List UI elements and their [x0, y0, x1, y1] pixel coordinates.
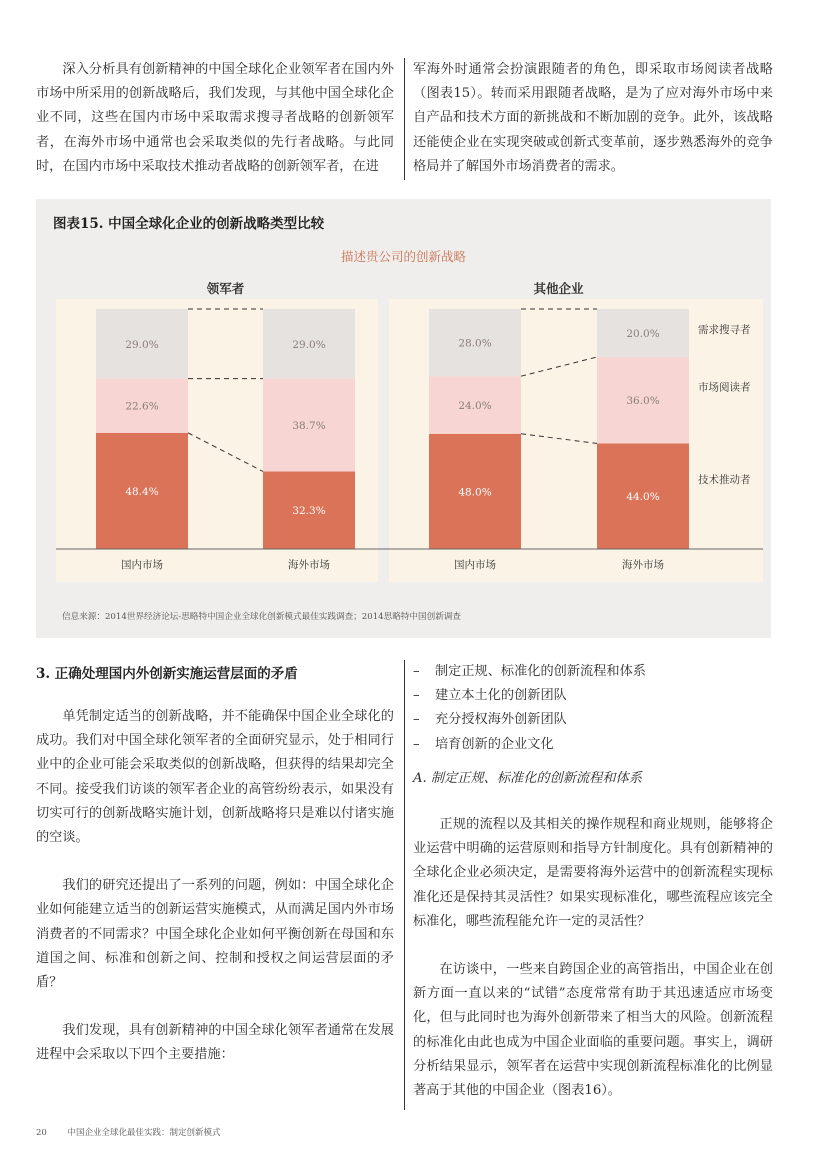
list-item — [413, 660, 773, 684]
body-paragraph: 在访谈中，一些来自跨国企业的高管指出，中国企业在创新方面一直以来的“试错”态度常常有助于其迅速适应市场变化，但与此同时也为海外创新带来了相当大的风险。创新流程的标准化由此也成为中国企业面临的重要问题。事实上，调研分析结果显示，领军者在运营中实现创新流程标准化的比例显著高于其他的中国企业（图表16）。 — [413, 962, 773, 1099]
intro-paragraph-left: 深入分析具有创新精神的中国全球化企业领军者在国内外市场中所采用的创新战略后，我们发现，与其他中国全球化企业不同，这些在国内市场中采取需求搜寻者战略的创新领军者，在海外市场中通常也会采取类似的先行者战略。与此同时，在国内市场中采取技术推动者战略的创新领军者，在进 — [36, 62, 394, 174]
data-label: 48.4% — [125, 485, 159, 498]
data-label: 32.3% — [292, 505, 326, 518]
figure-subtitle: 描述贵公司的创新战略 — [340, 249, 466, 264]
list-item — [413, 733, 773, 757]
figure-15 — [36, 199, 771, 638]
bullet-dash: – — [413, 712, 420, 728]
intro-paragraph-right: 军海外时通常会扮演跟随者的角色，即采取市场阅读者战略（图表15）。转而采用跟随者战略，是为了应对海外市场中来自产品和技术方面的新挑战和不断加剧的竞争。此外，该战略还能使企业在实现突破或创新式变革前，逐步熟悉海外的竞争格局并了解国外市场消费者的需求。 — [413, 62, 773, 174]
data-label: 38.7% — [292, 420, 326, 433]
section-heading: 3. 正确处理国内外创新实施运营层面的矛盾 — [36, 666, 298, 682]
data-label: 28.0% — [458, 337, 492, 350]
stacked-bar-chart — [36, 299, 771, 589]
data-label: 44.0% — [626, 491, 660, 504]
sub-heading: A. 制定正规、标准化的创新流程和体系 — [413, 770, 642, 786]
list-item — [413, 708, 773, 732]
bullet-text: 制定正规、标准化的创新流程和体系 — [435, 664, 646, 679]
data-label: 29.0% — [125, 338, 159, 351]
page-footer — [36, 1126, 239, 1138]
panel-title-others: 其他企业 — [533, 281, 584, 296]
bullet-dash: – — [413, 688, 420, 704]
bullet-text: 培育创新的企业文化 — [435, 736, 554, 752]
legend-label: 需求搜寻者 — [698, 324, 751, 336]
data-label: 29.0% — [292, 338, 326, 351]
panel-title-leaders: 领军者 — [206, 281, 245, 296]
category-label: 海外市场 — [288, 559, 330, 571]
body-paragraph: 我们发现，具有创新精神的中国全球化领军者通常在发展进程中会采取以下四个主要措施： — [36, 1023, 394, 1063]
figure-source: 信息来源：2014世界经济论坛-思略特中国企业全球化创新模式最佳实践调查；2014思略特中国创新调查 — [62, 612, 461, 622]
data-label: 36.0% — [626, 395, 660, 408]
data-label: 24.0% — [458, 400, 492, 412]
bullet-dash: – — [413, 664, 420, 679]
category-label: 海外市场 — [622, 559, 664, 571]
category-label: 国内市场 — [454, 559, 496, 571]
legend-label: 市场阅读者 — [698, 381, 751, 394]
column-divider-bottom — [404, 660, 405, 1110]
category-label: 国内市场 — [121, 559, 163, 571]
bullet-dash: – — [413, 736, 420, 752]
publication-title: 中国企业全球化最佳实践：制定创新模式 — [67, 1128, 221, 1138]
data-label: 22.6% — [125, 400, 159, 413]
page-number: 20 — [36, 1128, 47, 1138]
data-label: 20.0% — [626, 328, 660, 340]
legend-label: 技术推动者 — [698, 473, 751, 486]
data-label: 48.0% — [458, 486, 492, 499]
bullet-text: 建立本土化的创新团队 — [435, 688, 567, 704]
list-item — [413, 684, 773, 708]
figure-title: 图表15. 中国全球化企业的创新战略类型比较 — [53, 216, 325, 232]
section-left-column — [36, 705, 394, 1092]
body-paragraph: 正规的流程以及其相关的操作规程和商业规则，能够将企业运营中明确的运营原则和指导方针制度化。具有创新精神的全球化企业必须决定，是需要将海外运营中的创新流程实现标准化还是保持其灵活性？如果实现标准化，哪些流程应该完全标准化，哪些流程能允许一定的灵活性？ — [413, 817, 773, 929]
body-paragraph: 单凭制定适当的创新战略，并不能确保中国企业全球化的成功。我们对中国全球化领军者的全面研究显示，处于相同行业中的企业可能会采取类似的创新战略，但获得的结果却完全不同。接受我们访谈的领军者企业的高管纷纷表示，如果没有切实可行的创新战略实施计划，创新战略将只是难以付诸实施的空谈。 — [36, 709, 394, 846]
column-divider-top — [404, 58, 405, 180]
bullet-text: 充分授权海外创新团队 — [435, 712, 567, 728]
section-right-column — [413, 660, 773, 1127]
body-paragraph: 我们的研究还提出了一系列的问题，例如：中国全球化企业如何能建立适当的创新运营实施模式，从而满足国内外市场消费者的不同需求？中国全球化企业如何平衡创新在母国和东道国之间、标准和创新之间、控制和授权之间运营层面的矛盾？ — [36, 878, 394, 991]
